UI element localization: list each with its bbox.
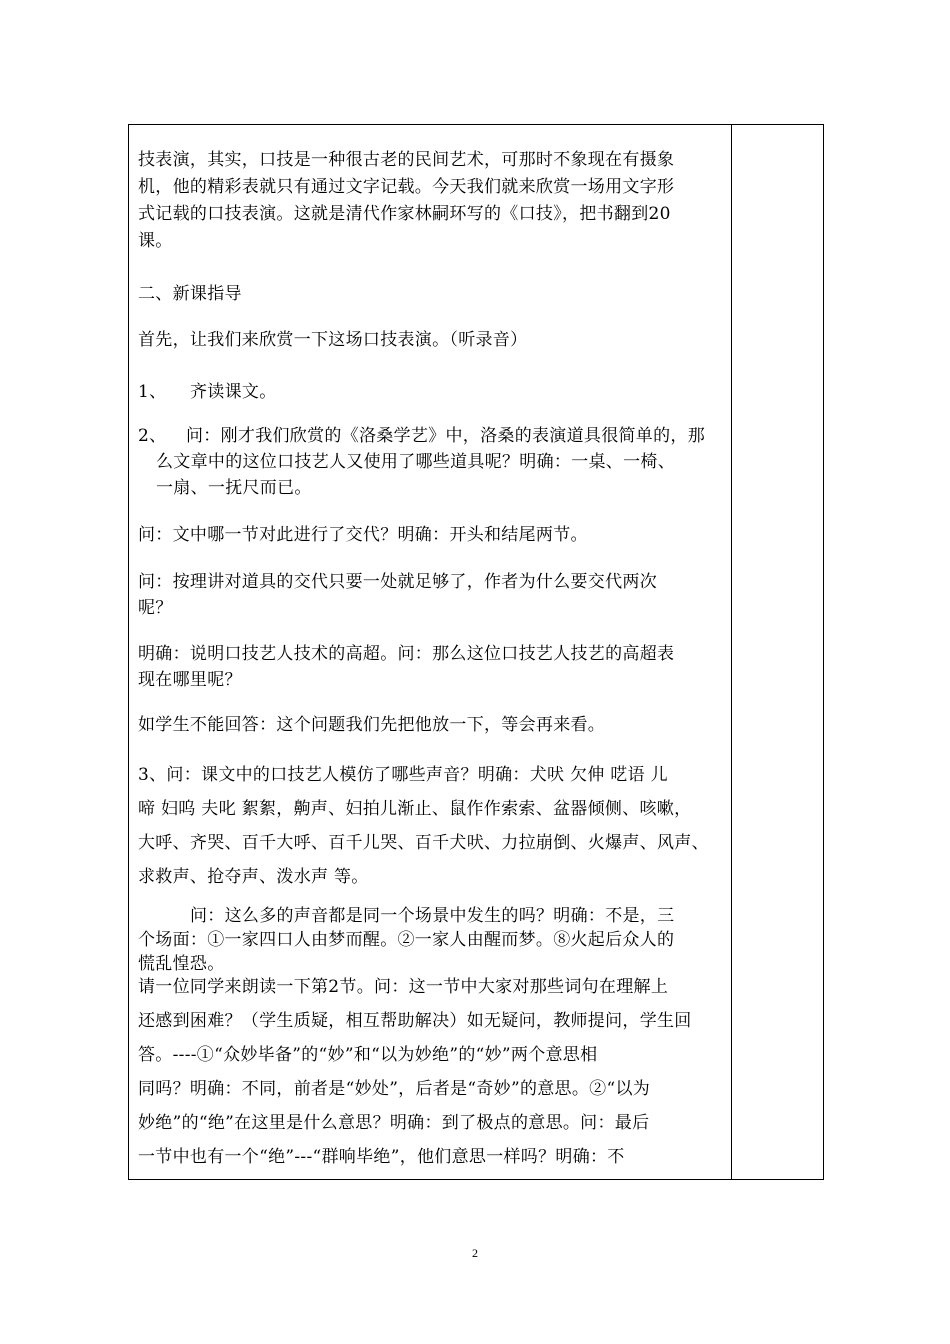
list-item-text: 齐读课文。: [190, 382, 277, 402]
answer-line: 现在哪里呢？: [138, 670, 242, 690]
final-line: 一节中也有一个“绝”---“群响毕绝”，他们意思一样吗？明确：不: [138, 1147, 625, 1167]
list-item-line: 3、问：课文中的口技艺人模仿了哪些声音？明确：犬吠 欠伸 呓语 儿: [138, 765, 668, 785]
column-divider: [731, 125, 732, 1179]
list-item-number: 2、: [138, 426, 167, 446]
final-line: 答。----①“众妙毕备”的“妙”和“以为妙绝”的“妙”两个意思相: [138, 1045, 598, 1065]
section-heading: 二、新课指导: [138, 284, 242, 304]
question-line: 问：文中哪一节对此进行了交代？明确：开头和结尾两节。: [138, 525, 588, 545]
final-line: 还感到困难？（学生质疑，相互帮助解决）如无疑问，教师提问，学生回: [138, 1011, 692, 1031]
intro-line: 技表演，其实，口技是一种很古老的民间艺术，可那时不象现在有摄象: [138, 150, 675, 170]
question-paragraph: [138, 569, 657, 621]
question-line: 呢？: [138, 598, 173, 618]
question-line: 问：按理讲对道具的交代只要一处就足够了，作者为什么要交代两次: [138, 572, 657, 592]
scene-line: 问：这么多的声音都是同一个场景中发生的吗？明确：不是，三: [190, 906, 675, 926]
answer-line: 明确：说明口技艺人技术的高超。问：那么这位口技艺人技艺的高超表: [138, 644, 675, 664]
intro-paragraph: [138, 147, 674, 255]
intro-line: 机，他的精彩表就只有通过文字记载。今天我们就来欣赏一场用文字形: [138, 177, 675, 197]
intro-line: 式记载的口技表演。这就是清代作家林嗣环写的《口技》，把书翻到20: [138, 204, 671, 224]
answer-paragraph: [138, 641, 674, 693]
list-item-line: 大呼、齐哭、百千大呼、百千儿哭、百千犬吠、力拉崩倒、火爆声、风声、: [138, 833, 709, 853]
intro-instruction: 首先，让我们来欣赏一下这场口技表演。（听录音）: [138, 330, 528, 350]
list-item-line: 么文章中的这位口技艺人又使用了哪些道具呢？明确：一桌、一椅、: [156, 452, 675, 472]
list-item-line: 一扇、一抚尺而已。: [156, 478, 312, 498]
scene-paragraph: [138, 904, 674, 976]
scene-line: 慌乱惶恐。: [138, 954, 225, 974]
lesson-table: [128, 124, 824, 1180]
list-item-2: [138, 424, 705, 501]
list-item-line: [138, 424, 705, 449]
intro-line: 课。: [138, 231, 173, 251]
list-item-text: 问：刚才我们欣赏的《洛桑学艺》中，洛桑的表演道具很简单的，那: [186, 426, 705, 446]
final-line: 请一位同学来朗读一下第2节。问：这一节中大家对那些词句在理解上: [138, 977, 669, 997]
list-item-1: [138, 377, 277, 402]
list-item-line: 求救声、抢夺声、泼水声 等。: [138, 867, 369, 887]
final-line: 同吗？明确：不同，前者是“妙处”，后者是“奇妙”的意思。②“以为: [138, 1079, 651, 1099]
scene-line: 个场面：①一家四口人由梦而醒。②一家人由醒而梦。⑧火起后众人的: [138, 930, 675, 950]
note-line: 如学生不能回答：这个问题我们先把他放一下，等会再来看。: [138, 715, 606, 735]
page-number: 2: [472, 1246, 478, 1260]
final-line: 妙绝”的“绝”在这里是什么意思？明确：到了极点的意思。问：最后: [138, 1113, 650, 1133]
final-paragraph: [138, 970, 692, 1174]
list-item-number: 1、: [138, 382, 167, 402]
list-item-line: 啼 妇呜 夫叱 絮絮，齁声、妇拍儿渐止、鼠作作索索、盆器倾侧、咳嗽，: [138, 799, 692, 819]
list-item-3: [138, 758, 709, 894]
